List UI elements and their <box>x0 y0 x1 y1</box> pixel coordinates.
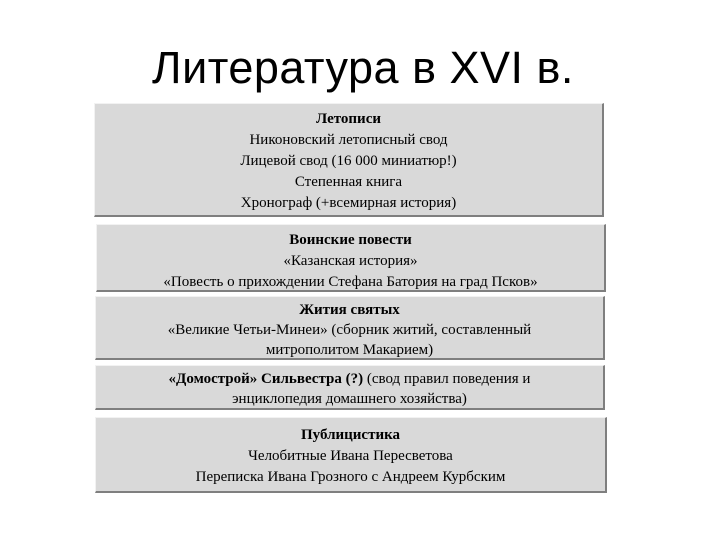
section-publicistics <box>95 417 607 493</box>
section-line: Хронограф (+всемирная история) <box>240 195 457 211</box>
section-line: Переписка Ивана Грозного с Андреем Курбским <box>195 469 506 485</box>
section-heading: Жития святых <box>299 302 400 318</box>
section-line: «Казанская история» <box>283 253 418 269</box>
section-line: Челобитные Ивана Пересветова <box>248 448 453 464</box>
section-heading: Летописи <box>316 111 381 127</box>
section-lives-of-saints <box>95 296 605 360</box>
section-heading: Публицистика <box>300 427 401 443</box>
section-chronicles <box>94 103 604 217</box>
section-line: Степенная книга <box>294 174 403 190</box>
slide-title: Литература в XVI в. <box>152 42 574 93</box>
section-domostroy <box>95 365 605 410</box>
domostroy-description: (свод правил поведения и <box>363 371 531 387</box>
section-line: «Великие Четьи-Минеи» (сборник житий, составленный <box>167 322 532 338</box>
section-line: Лицевой свод (16 000 миниатюр!) <box>240 153 457 169</box>
section-heading: Воинские повести <box>289 232 412 248</box>
section-line <box>96 369 603 389</box>
section-line: митрополитом Макарием) <box>265 342 434 358</box>
section-line: энциклопедия домашнего хозяйства) <box>232 391 467 407</box>
section-line: «Повесть о прихождении Стефана Батория на град Псков» <box>163 274 538 290</box>
section-military-tales <box>96 224 606 292</box>
domostroy-title: «Домострой» Сильвестра (?) <box>168 371 364 387</box>
section-line: Никоновский летописный свод <box>249 132 448 148</box>
